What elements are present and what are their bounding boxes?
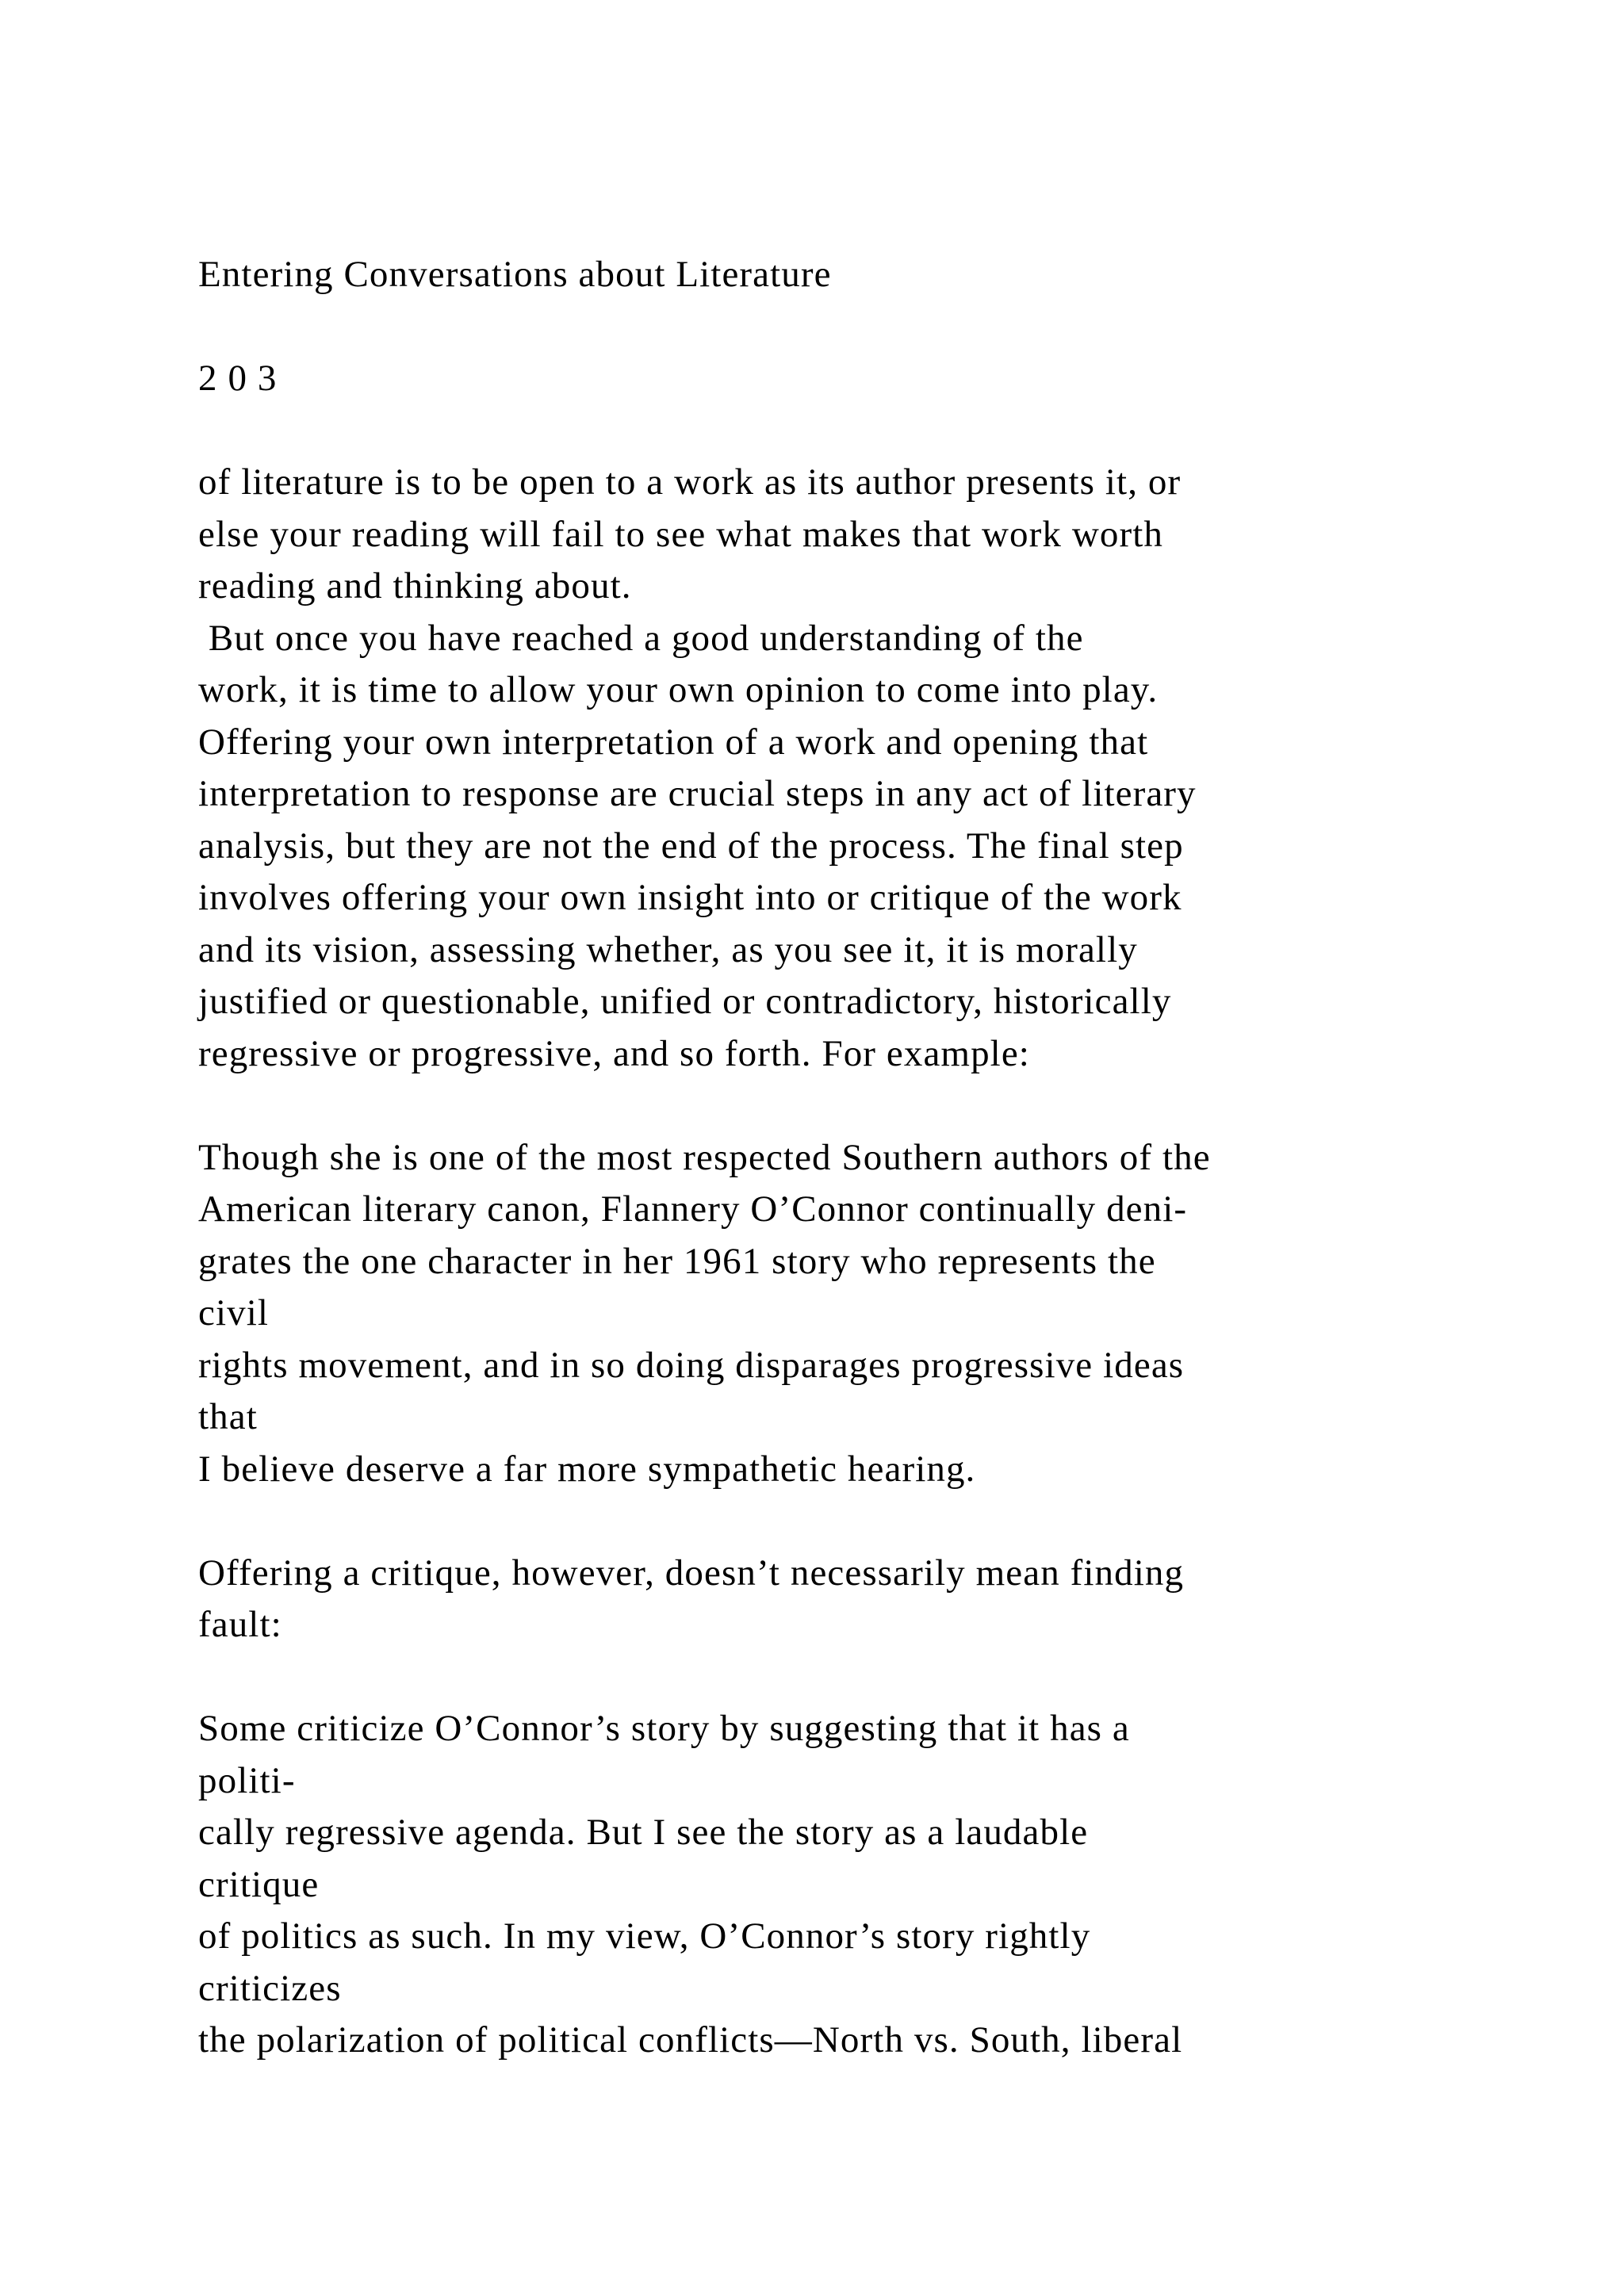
body-line: But once you have reached a good understanding of the <box>198 617 1084 659</box>
quote-line: of politics as such. In my view, O’Connor’s story rightly <box>198 1915 1091 1957</box>
quote-line: the polarization of political conflicts—North vs. South, liberal <box>198 2019 1183 2061</box>
quote-line: grates the one character in her 1961 story who represents the <box>198 1240 1156 1282</box>
body-line: else your reading will fail to see what makes that work worth <box>198 513 1163 555</box>
quote-line: Though she is one of the most respected Southern authors of the <box>198 1136 1211 1178</box>
quote-line: Some criticize O’Connor’s story by suggesting that it has a <box>198 1708 1130 1749</box>
quote-line: politi- <box>198 1759 296 1801</box>
body-line: Offering your own interpretation of a work and opening that <box>198 721 1149 763</box>
body-line: interpretation to response are crucial steps in any act of literary <box>198 773 1197 814</box>
quote-line: critique <box>198 1863 320 1905</box>
body-line: of literature is to be open to a work as its author presents it, or <box>198 461 1182 503</box>
body-line: regressive or progressive, and so forth. For example: <box>198 1032 1030 1074</box>
body-line: analysis, but they are not the end of the process. The final step <box>198 825 1184 867</box>
quote-line: criticizes <box>198 1967 342 2009</box>
body-line: fault: <box>198 1604 282 1645</box>
quote-line: civil <box>198 1292 270 1334</box>
body-line: justified or questionable, unified or contradictory, historically <box>198 981 1172 1022</box>
body-line: Offering a critique, however, doesn’t necessarily mean finding <box>198 1552 1185 1594</box>
body-line: work, it is time to allow your own opinion to come into play. <box>198 669 1159 710</box>
quote-line: cally regressive agenda. But I see the story as a laudable <box>198 1812 1089 1853</box>
body-line: involves offering your own insight into or critique of the work <box>198 877 1182 918</box>
body-line: reading and thinking about. <box>198 565 632 607</box>
page-number: 2 0 3 <box>198 358 278 399</box>
quote-line: rights movement, and in so doing disparages progressive ideas <box>198 1344 1185 1386</box>
quote-line: that <box>198 1396 258 1437</box>
running-title: Entering Conversations about Literature <box>198 254 832 295</box>
body-line: and its vision, assessing whether, as you see it, it is morally <box>198 928 1138 970</box>
quote-line: American literary canon, Flannery O’Connor continually deni- <box>198 1188 1188 1230</box>
quote-line: I believe deserve a far more sympathetic hearing. <box>198 1448 976 1490</box>
